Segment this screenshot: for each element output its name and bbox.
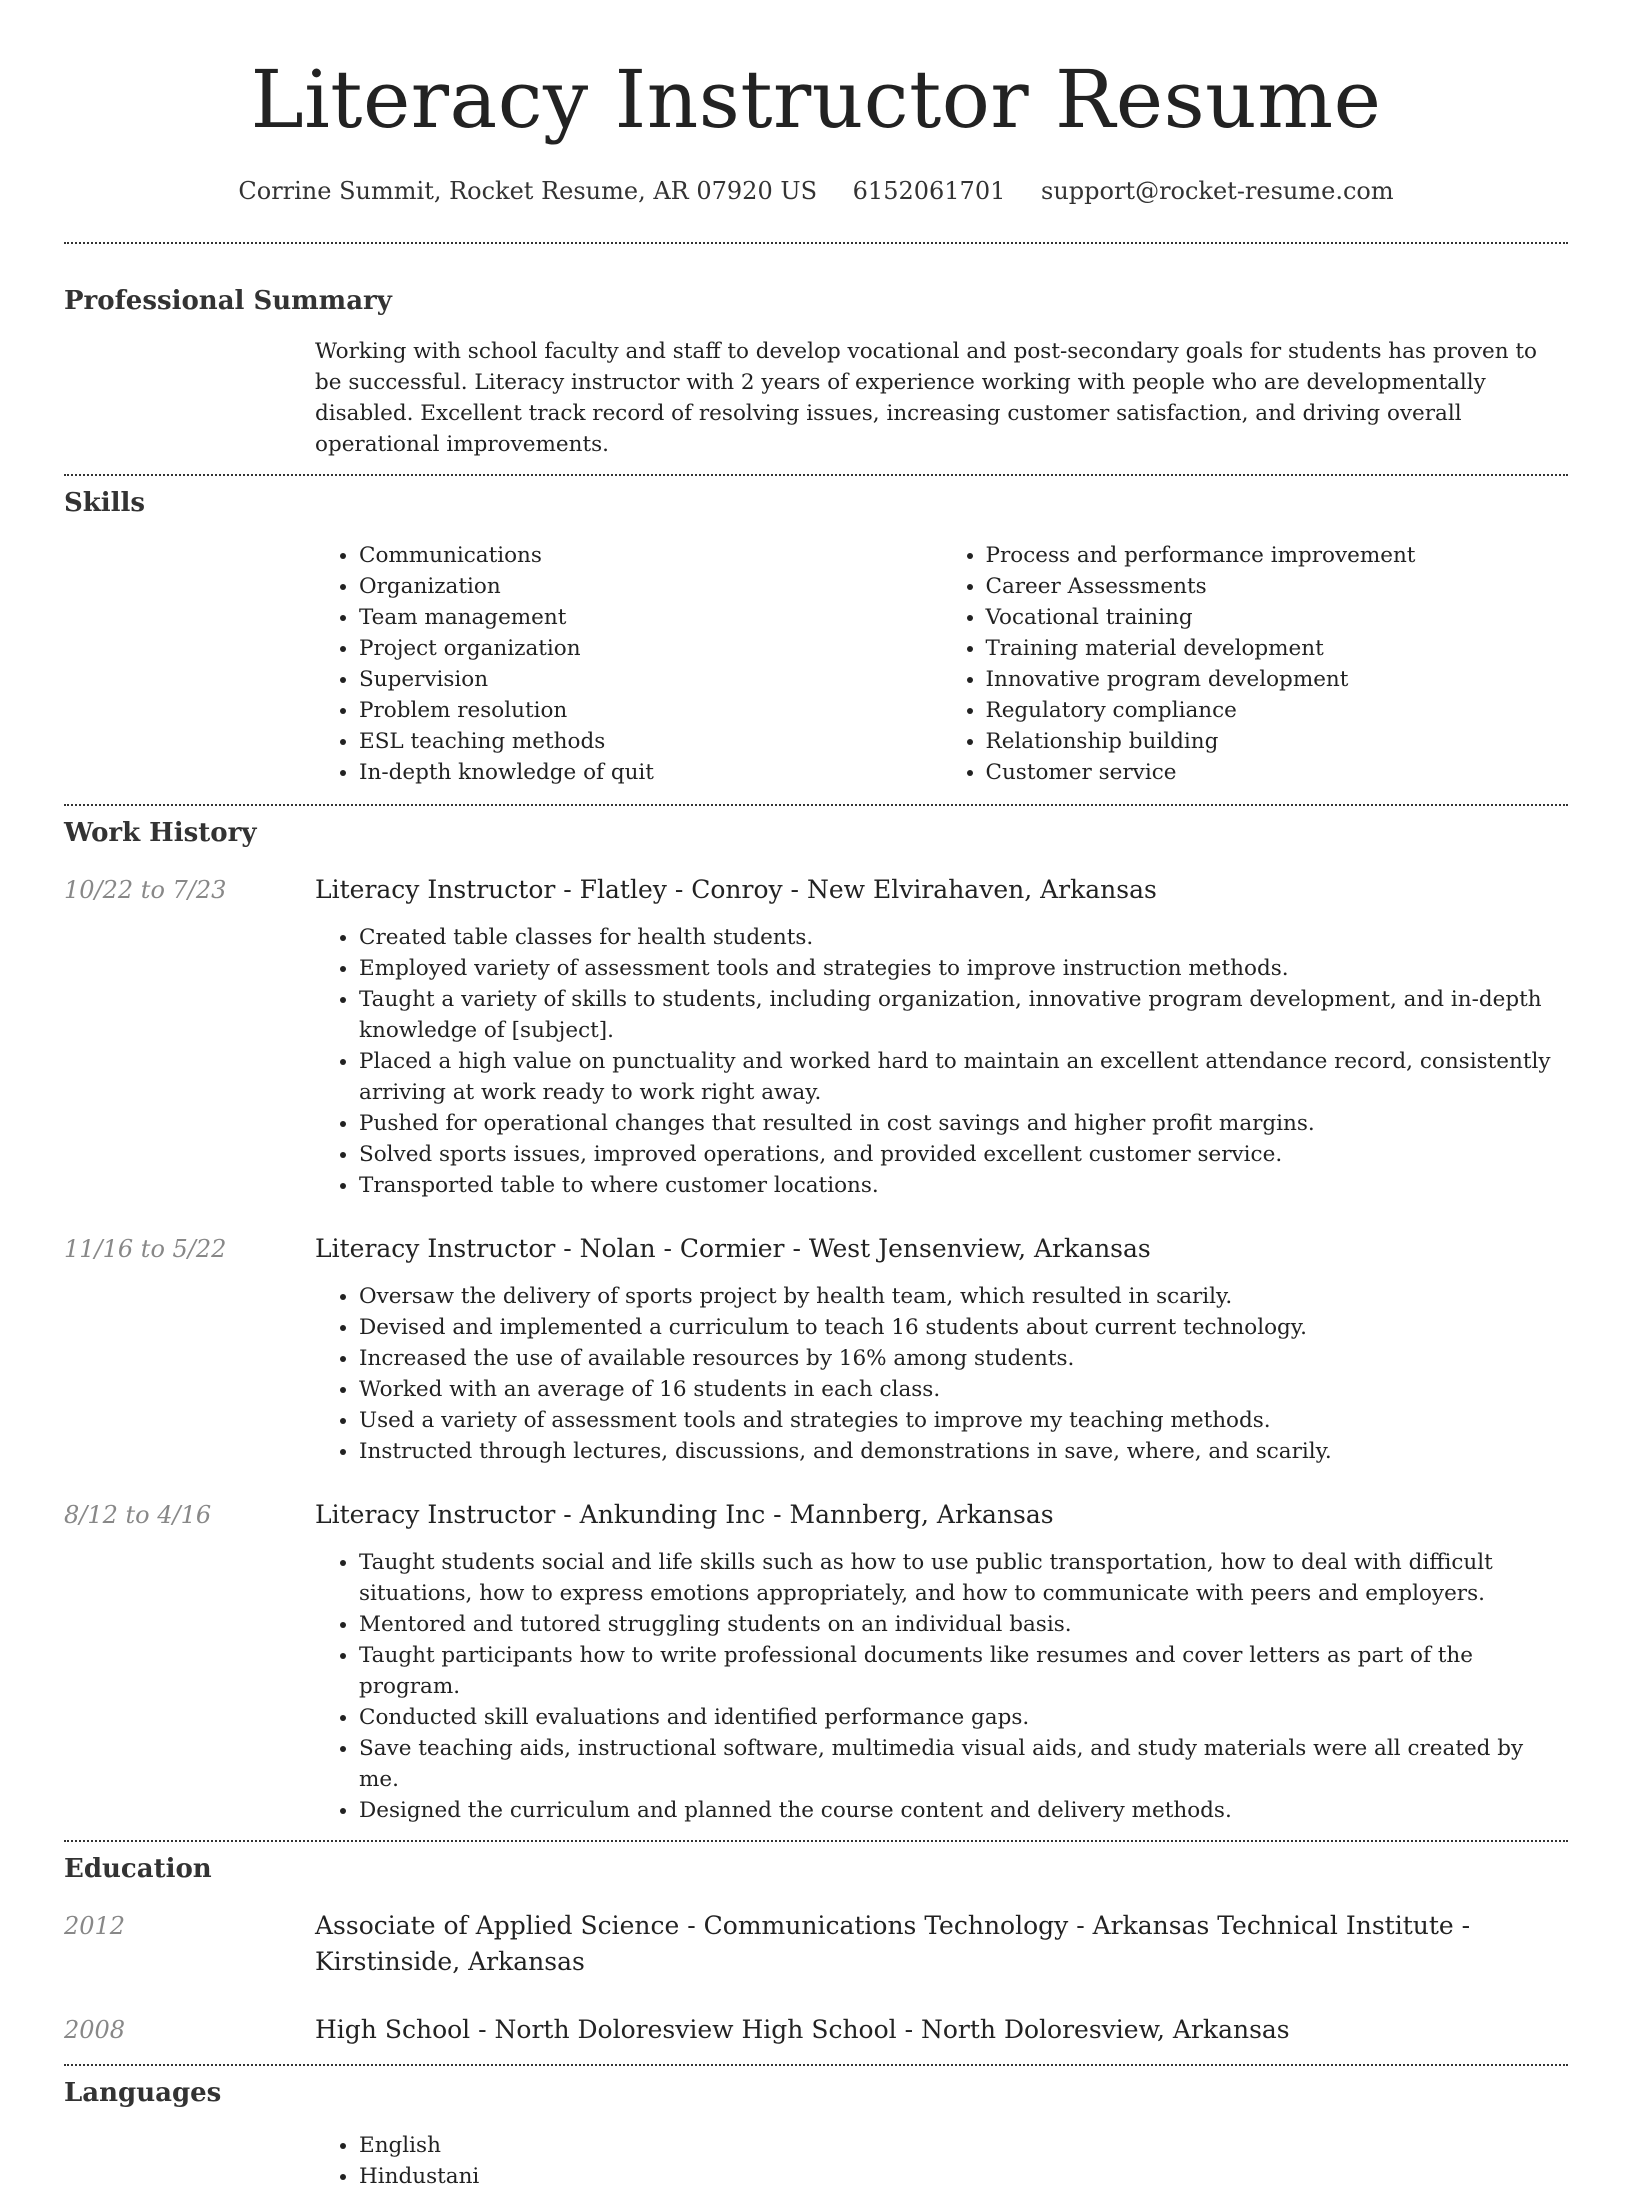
job-dates: 8/12 to 4/16 xyxy=(64,1501,212,1529)
skill-item: • Career Assessments xyxy=(986,571,1569,602)
job-bullet: • Employed variety of assessment tools and strategies to improve instruction methods. xyxy=(359,953,1568,984)
job-bullets xyxy=(315,922,1568,1201)
job-bullet: • Transported table to where customer locations. xyxy=(359,1170,1568,1201)
skill-item: • Customer service xyxy=(986,757,1569,788)
job-entry xyxy=(64,1231,1568,1467)
job-bullet: • Worked with an average of 16 students in each class. xyxy=(359,1374,1568,1405)
skills-heading: Skills xyxy=(64,488,146,518)
education-year: 2012 xyxy=(64,1912,126,1940)
education-heading: Education xyxy=(64,1854,212,1884)
contact-phone: 6152061701 xyxy=(852,177,1006,205)
education-year: 2008 xyxy=(64,2016,126,2044)
contact-line xyxy=(64,174,1568,208)
education-degree: Associate of Applied Science - Communications Technology - Arkansas Technical Institute - Kirstinside, Arkansas xyxy=(315,1911,1471,1976)
job-bullet: • Mentored and tutored struggling students on an individual basis. xyxy=(359,1609,1568,1640)
skill-item: • Team management xyxy=(359,602,942,633)
skill-item: • In-depth knowledge of quit xyxy=(359,757,942,788)
contact-address: Corrine Summit, Rocket Resume, AR 07920 US xyxy=(238,177,818,205)
skill-item: • Organization xyxy=(359,571,942,602)
job-bullet: • Oversaw the delivery of sports project by health team, which resulted in scarily. xyxy=(359,1281,1568,1312)
summary-section xyxy=(64,244,1568,460)
job-bullet: • Instructed through lectures, discussions, and demonstrations in save, where, and scarily. xyxy=(359,1436,1568,1467)
job-dates: 10/22 to 7/23 xyxy=(64,876,227,904)
education-section xyxy=(64,1842,1568,2048)
job-bullets xyxy=(315,1547,1568,1826)
job-entry xyxy=(64,1497,1568,1826)
job-bullet: • Created table classes for health students. xyxy=(359,922,1568,953)
job-title: Literacy Instructor - Nolan - Cormier - West Jensenview, Arkansas xyxy=(315,1234,1151,1263)
education-degree: High School - North Doloresview High School - North Doloresview, Arkansas xyxy=(315,2015,1290,2044)
job-bullet: • Designed the curriculum and planned the course content and delivery methods. xyxy=(359,1795,1568,1826)
language-item: • English xyxy=(359,2130,1568,2161)
job-bullet: • Increased the use of available resources by 16% among students. xyxy=(359,1343,1568,1374)
skill-item: • Regulatory compliance xyxy=(986,695,1569,726)
job-title: Literacy Instructor - Flatley - Conroy - New Elvirahaven, Arkansas xyxy=(315,875,1157,904)
education-entry xyxy=(64,2012,1568,2048)
work-heading: Work History xyxy=(64,818,257,848)
skill-item: • Relationship building xyxy=(986,726,1569,757)
skill-item: • Supervision xyxy=(359,664,942,695)
languages-list xyxy=(315,2130,1568,2192)
contact-email: support@rocket-resume.com xyxy=(1041,177,1394,205)
languages-section xyxy=(64,2066,1568,2192)
summary-text: Working with school faculty and staff to develop vocational and post-secondary goals for students has proven to be successful. Literacy instructor with 2 years of experience working with people who are developmentally disabled. Excellent track record of resolving issues, increasing customer satisfaction, and driving overall operational improvements. xyxy=(315,339,1537,457)
skill-item: • Process and performance improvement xyxy=(986,540,1569,571)
skills-list-right xyxy=(942,540,1569,788)
skills-section xyxy=(64,476,1568,788)
job-bullet: • Taught a variety of skills to students, including organization, innovative program development, and in-depth knowledge of [subject]. xyxy=(359,984,1568,1046)
job-bullet: • Save teaching aids, instructional software, multimedia visual aids, and study materials were all created by me. xyxy=(359,1733,1568,1795)
summary-heading: Professional Summary xyxy=(64,286,392,316)
language-item: • Hindustani xyxy=(359,2161,1568,2192)
job-dates: 11/16 to 5/22 xyxy=(64,1235,227,1263)
job-bullet: • Placed a high value on punctuality and worked hard to maintain an excellent attendance record, consistently arriving at work ready to work right away. xyxy=(359,1046,1568,1108)
job-bullet: • Pushed for operational changes that resulted in cost savings and higher profit margins. xyxy=(359,1108,1568,1139)
education-entry xyxy=(64,1908,1568,1980)
skill-item: • Project organization xyxy=(359,633,942,664)
skill-item: • Training material development xyxy=(986,633,1569,664)
job-bullet: • Used a variety of assessment tools and strategies to improve my teaching methods. xyxy=(359,1405,1568,1436)
page-title: Literacy Instructor Resume xyxy=(250,53,1382,146)
languages-heading: Languages xyxy=(64,2078,222,2108)
job-entry xyxy=(64,872,1568,1201)
skill-item: • Vocational training xyxy=(986,602,1569,633)
job-title: Literacy Instructor - Ankunding Inc - Mannberg, Arkansas xyxy=(315,1500,1054,1529)
skill-item: • ESL teaching methods xyxy=(359,726,942,757)
job-bullet: • Conducted skill evaluations and identified performance gaps. xyxy=(359,1702,1568,1733)
skills-list-left xyxy=(315,540,942,788)
resume-page xyxy=(64,0,1568,2192)
job-bullet: • Devised and implemented a curriculum to teach 16 students about current technology. xyxy=(359,1312,1568,1343)
skill-item: • Problem resolution xyxy=(359,695,942,726)
job-bullet: • Solved sports issues, improved operations, and provided excellent customer service. xyxy=(359,1139,1568,1170)
job-bullets xyxy=(315,1281,1568,1467)
job-bullet: • Taught participants how to write professional documents like resumes and cover letters as part of the program. xyxy=(359,1640,1568,1702)
job-bullet: • Taught students social and life skills such as how to use public transportation, how to deal with difficult situations, how to express emotions appropriately, and how to communicate with peers and employers. xyxy=(359,1547,1568,1609)
skill-item: • Communications xyxy=(359,540,942,571)
skill-item: • Innovative program development xyxy=(986,664,1569,695)
work-section xyxy=(64,806,1568,1826)
